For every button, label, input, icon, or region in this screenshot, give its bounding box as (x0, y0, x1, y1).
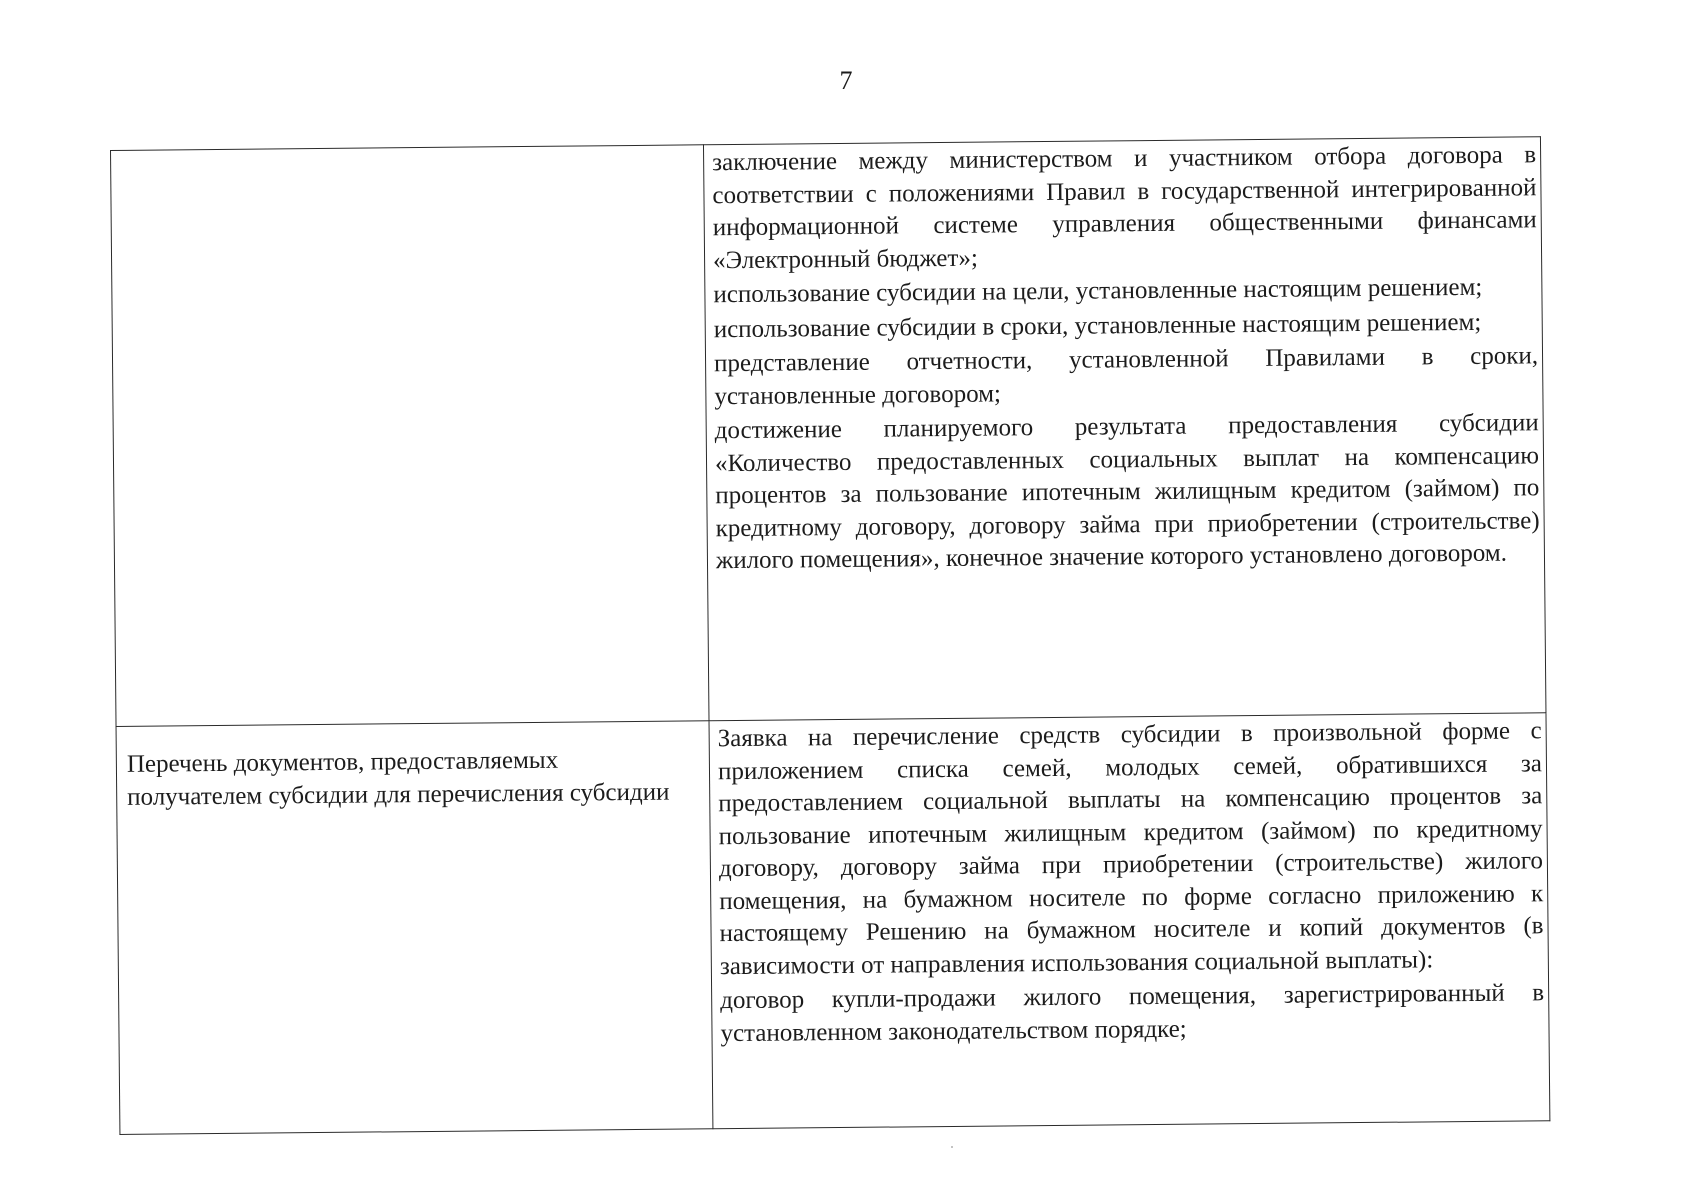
paragraph: заключение между министерством и участником отбора договора в соответствии с положениями Правил в государственной интегрированной информационной системе управления общественными финансами «Электронный бюджет»; (712, 141, 1537, 274)
paragraph: использование субсидии в сроки, установленные настоящим решением; (713, 308, 1482, 343)
page-number: 7 (839, 66, 853, 95)
requirements-table (110, 136, 1550, 1135)
paragraph: представление отчетности, установленной Правилами в сроки, установленные договором; (713, 342, 1539, 410)
table-row (116, 713, 1550, 1135)
table-cell-content (703, 137, 1545, 721)
paragraph: использование субсидии на цели, установленные настоящим решением; (713, 273, 1483, 309)
table-cell-content (709, 713, 1550, 1129)
paragraph: достижение планируемого результата предоставления субсидии «Количество предоставленных социальных выплат на компенсацию процентов за пользование ипотечным жилищным кредитом (займом) по кредитному договору, договору займа при приобретении (строительстве) жилого помещения», конечное значение которого установлено договором. (714, 409, 1540, 575)
row-label: Перечень документов, предоставляемых получателем субсидии для перечисления субсидии (126, 746, 670, 811)
scan-speck (951, 1146, 953, 1148)
paragraph: договор купли-продажи жилого помещения, зарегистрированный в установленном законодательством порядке; (720, 979, 1545, 1047)
table-row (111, 137, 1546, 727)
table-cell-label (111, 145, 710, 727)
paragraph: Заявка на перечисление средств субсидии в произвольной форме с приложением списка семей, молодых семей, обратившихся за предоставлением социальной выплаты на компенсацию процентов за пользование ипотечным жилищным кредитом (займом) по кредитному договору, договору займа при приобретении (строительстве) жилого помещения, на бумажном носителе по форме согласно приложению к настоящему Решению на бумажном носителе и копий документов (в зависимости от направления использования социальной выплаты): (717, 717, 1544, 980)
table-cell-label (116, 721, 713, 1135)
